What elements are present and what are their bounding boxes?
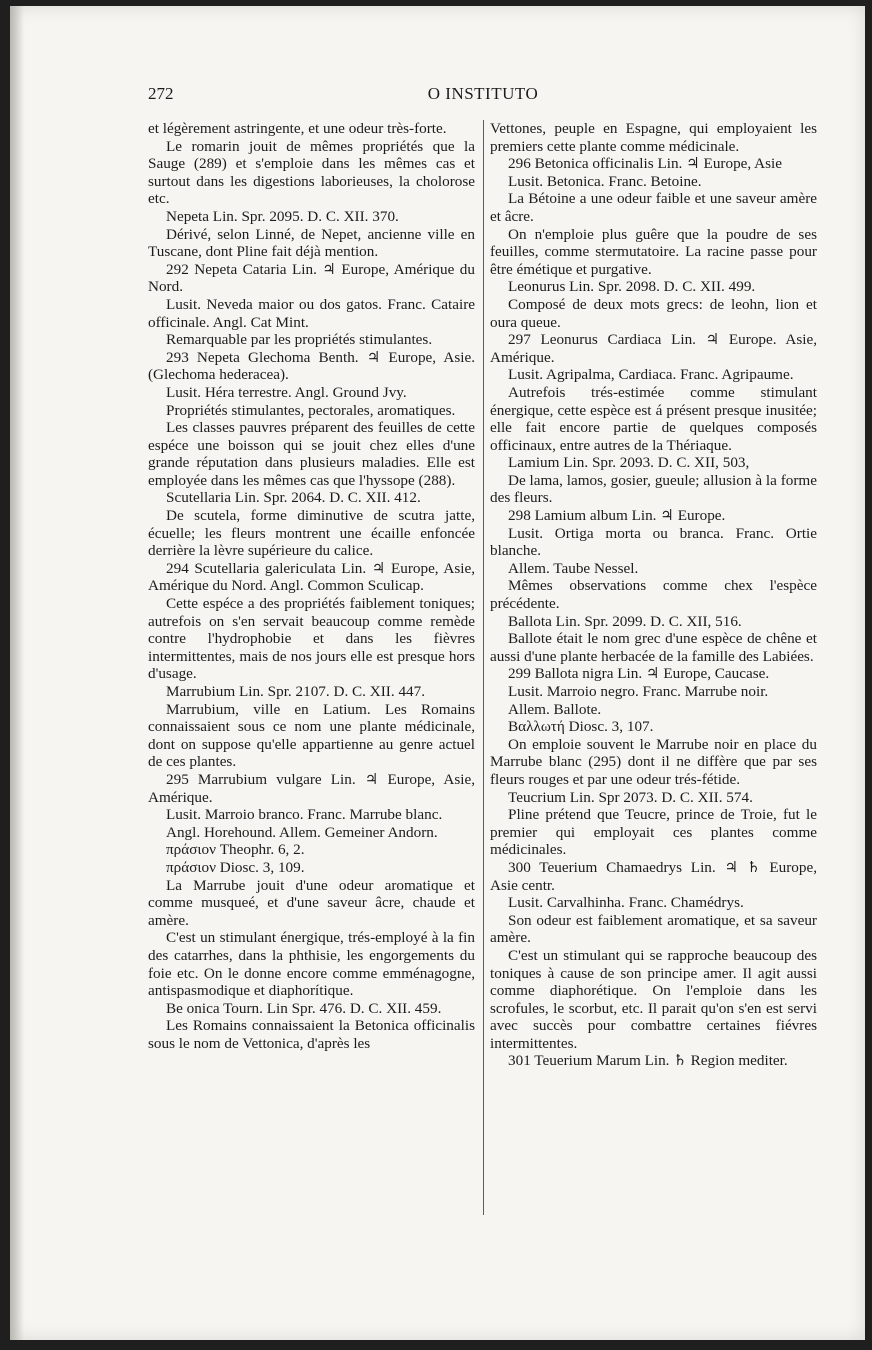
paragraph: Son odeur est faiblement aromatique, et sa saveur amère. [490, 911, 817, 947]
paragraph: πράσιον Theophr. 6, 2. [166, 841, 305, 859]
paragraph: Lamium Lin. Spr. 2093. D. C. XII, 503, [508, 454, 750, 472]
paragraph: 292 Nepeta Cataria Lin. ♃ Europe, Amérique du Nord. [148, 260, 475, 296]
paragraph: Lusit. Marroio negro. Franc. Marrube noir. [508, 683, 769, 700]
paragraph: Nepeta Lin. Spr. 2095. D. C. XII. 370. [166, 207, 399, 225]
paragraph: Angl. Horehound. Allem. Gemeiner Andorn. [166, 823, 438, 841]
paragraph: Ballota Lin. Spr. 2099. D. C. XII, 516. [508, 612, 742, 630]
paragraph: Pline prétend que Teucre, prince de Troie, fut le premier qui employait ces plantes comme médicinales. [490, 806, 817, 859]
paragraph: De scutela, forme diminutive de scutra jatte, écuelle; les fleurs montrent une écaille enfoncée derrière la lèvre supérieure du calice. [148, 507, 475, 560]
paragraph: Lusit. Ortiga morta ou branca. Franc. Ortie blanche. [490, 524, 817, 560]
paragraph: Le romarin jouit de mêmes propriétés que la Sauge (289) et s'emploie dans les mêmes cas et surtout dans les digestions laborieuses, la cholorose etc. [148, 137, 475, 208]
paragraph: Propriétés stimulantes, pectorales, aromatiques. [166, 401, 456, 419]
paragraph: 301 Teuerium Marum Lin. ♄ Region mediter. [508, 1052, 788, 1070]
paragraph: La Marrube jouit d'une odeur aromatique et comme musqueé, et d'une saveur âcre, chaude et amère. [148, 876, 475, 929]
paragraph: Leonurus Lin. Spr. 2098. D. C. XII. 499. [508, 278, 756, 296]
paragraph: 300 Teuerium Chamaedrys Lin. ♃ ♄ Europe, Asie centr. [490, 858, 817, 894]
paragraph: Scutellaria Lin. Spr. 2064. D. C. XII. 412. [166, 489, 421, 507]
paragraph: Marrubium, ville en Latium. Les Romains connaissaient sous ce nom une plante médicinale, dont on suppose qu'elle appartienne au genre actuel de ces plantes. [148, 700, 475, 771]
paragraph: Βαλλωτή Diosc. 3, 107. [508, 718, 654, 736]
paragraph: Marrubium Lin. Spr. 2107. D. C. XII. 447. [166, 683, 426, 700]
paragraph: Lusit. Betonica. Franc. Betoine. [508, 172, 702, 190]
paragraph: Les Romains connaissaient la Betonica officinalis sous le nom de Vettonica, d'après les [148, 1017, 475, 1052]
paragraph: Composé de deux mots grecs: de leohn, lion et oura queue. [490, 295, 817, 331]
running-title: O INSTITUTO [427, 84, 539, 103]
page-header [148, 84, 818, 108]
paragraph: Lusit. Agripalma, Cardiaca. Franc. Agripaume. [508, 366, 794, 384]
paragraph: 299 Ballota nigra Lin. ♃ Europe, Caucase. [508, 665, 770, 683]
paragraph: 296 Betonica officinalis Lin. ♃ Europe, Asie [508, 155, 782, 173]
page-number: 272 [148, 84, 174, 103]
paragraph: De lama, lamos, gosier, gueule; allusion à la forme des fleurs. [490, 471, 817, 507]
paragraph: Lusit. Neveda maior ou dos gatos. Franc. Cataire officinale. Angl. Cat Mint. [148, 295, 475, 331]
column-divider [483, 120, 484, 1215]
paragraph: Teucrium Lin. Spr 2073. D. C. XII. 574. [508, 788, 753, 806]
paragraph: Remarquable par les propriétés stimulantes. [166, 331, 433, 349]
paragraph: C'est un stimulant énergique, trés-employé à la fin des catarrhes, dans la phthisie, les engorgements du foie etc. On le donne encore comme emménagogne, antispasmodique et diaphorítique. [148, 929, 475, 1000]
paragraph: πράσιον Diosc. 3, 109. [166, 858, 305, 876]
paragraph: Lusit. Héra terrestre. Angl. Ground Jvy. [166, 383, 407, 401]
paragraph: 294 Scutellaria galericulata Lin. ♃ Europe, Asie, Amérique du Nord. Angl. Common Sculicap. [148, 559, 475, 595]
paragraph: La Bétoine a une odeur faible et une saveur amère et âcre. [490, 190, 817, 225]
paragraph: et légèrement astringente, et une odeur très-forte. [148, 120, 447, 137]
paragraph: Les classes pauvres préparent des feuilles de cette espéce une boisson qui se jouit chez elles d'une grande réputation dans plusieurs maladies. Elle est employée dans les mêmes cas que l'hyssope (288). [148, 419, 475, 489]
paragraph: On n'emploie plus guêre que la poudre de ses feuilles, comme stermutatoire. La racine passe pour être émétique et purgative. [490, 225, 817, 278]
paragraph: C'est un stimulant qui se rapproche beaucoup des toniques à cause de son principe amer. Il agit aussi comme diaphorétique. On l'emploie dans les scrofules, le scorbut, etc. Il parait qu'on s'en est servi avec succès pour combattre certaines fiévres intermittentes. [490, 946, 817, 1052]
paragraph: Autrefois trés-estimée comme stimulant énergique, cette espèce est á présent presque inusitée; elle fait encore partie de quelques composés officinaux, entre autres de la Thériaque. [490, 383, 817, 454]
paragraph: On emploie souvent le Marrube noir en place du Marrube blanc (295) dont il ne diffère que par ses fleurs rouges et par une odeur trés-fétide. [490, 735, 817, 788]
paragraph: Cette espéce a des propriétés faiblement toniques; autrefois on s'en servait beaucoup comme remède contre l'hydrophobie et dans les fièvres intermittentes, mais de nos jours elle est presque hors d'usage. [148, 595, 475, 683]
paragraph: Allem. Taube Nessel. [508, 559, 639, 577]
right-text-column [490, 120, 817, 1070]
paragraph: 298 Lamium album Lin. ♃ Europe. [508, 507, 726, 525]
paragraph: Lusit. Carvalhinha. Franc. Chamédrys. [508, 894, 744, 912]
left-text-column [148, 120, 475, 1052]
paragraph: Lusit. Marroio branco. Franc. Marrube blanc. [166, 806, 443, 824]
paragraph: Allem. Ballote. [508, 700, 602, 718]
paragraph: 293 Nepeta Glechoma Benth. ♃ Europe, Asie. (Glechoma hederacea). [148, 348, 475, 384]
paragraph: Ballote était le nom grec d'une espèce de chêne et aussi d'une plante herbacée de la famille des Labiées. [490, 630, 817, 665]
paragraph: 295 Marrubium vulgare Lin. ♃ Europe, Asie, Amérique. [148, 770, 475, 806]
paragraph: Mêmes observations comme chex l'espèce précédente. [490, 577, 817, 613]
paragraph: Dérivé, selon Linné, de Nepet, ancienne ville en Tuscane, dont Pline fait déjà mention. [148, 225, 475, 261]
paragraph: 297 Leonurus Cardiaca Lin. ♃ Europe. Asie, Amérique. [490, 331, 817, 366]
paragraph: Vettones, peuple en Espagne, qui employaient les premiers cette plante comme médicinale. [490, 120, 817, 155]
page-gutter-shadow [10, 6, 24, 1340]
paragraph: Be onica Tourn. Lin Spr. 476. D. C. XII. 459. [166, 999, 442, 1017]
